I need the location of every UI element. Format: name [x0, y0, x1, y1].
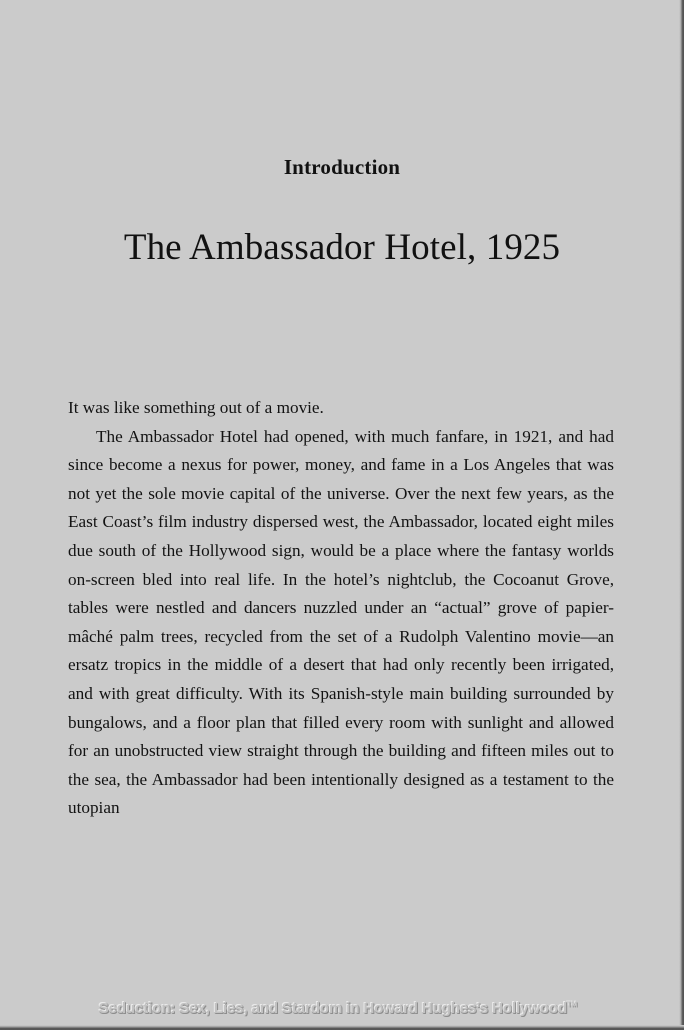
- body-paragraph: The Ambassador Hotel had opened, with much fanfare, in 1921, and had since become a nexus for power, money, and fame in a Los Angeles that was not yet the sole movie capital of the universe. Over the next few years, as the East Coast’s film industry dispersed west, the Ambassador, located eight miles due south of the Hollywood sign, would be a place where the fantasy worlds on-screen bled into real life. In the hotel’s nightclub, the Cocoanut Grove, tables were nestled and dancers nuzzled under an “actual” grove of papier-mâché palm trees, recycled from the set of a Rudolph Valentino movie—an ersatz tropics in the middle of a desert that had only recently been irrigated, and with great difficulty. With its Spanish-style main building surrounded by bungalows, and a floor plan that filled every room with sunlight and allowed for an unobstructed view straight through the building and fifteen miles out to the sea, the Ambassador had been intentionally designed as a testament to the utopian: [68, 426, 614, 818]
- chapter-label: Introduction: [283, 155, 401, 179]
- page-title: The Ambassador Hotel, 1925: [123, 227, 561, 268]
- watermark-title-text: Seduction: Sex, Lies, and Stardom in Howard Hughes’s Hollywood: [98, 1000, 568, 1017]
- body-paragraph: It was like something out of a movie.: [68, 398, 324, 417]
- body-text-block: [0, 269, 684, 823]
- page-edge-bottom-shadow: [0, 1025, 684, 1030]
- footer-watermark: [0, 1000, 684, 1018]
- page-edge-right-shadow: [679, 0, 684, 1030]
- trademark-superscript: TM: [567, 1001, 578, 1009]
